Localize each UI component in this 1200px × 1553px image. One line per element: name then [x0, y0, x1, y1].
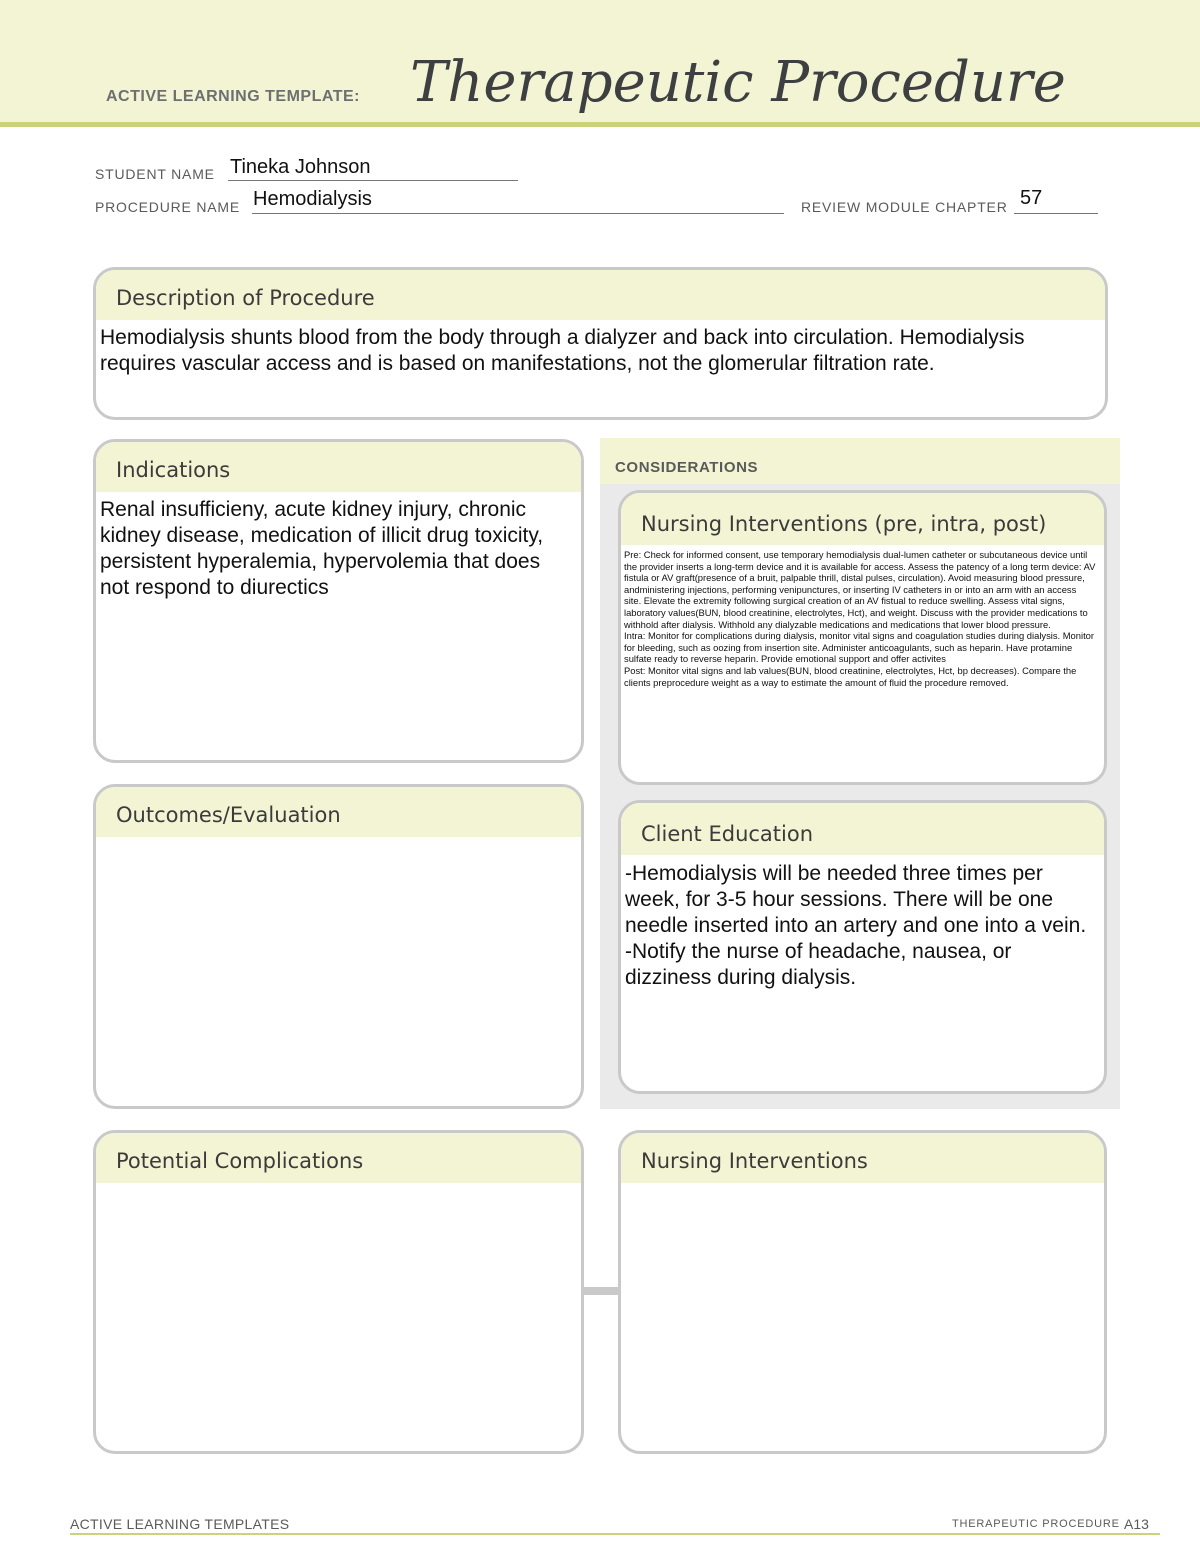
- indications-heading: Indications: [96, 442, 581, 492]
- complications-heading: Potential Complications: [96, 1133, 581, 1183]
- chapter-field[interactable]: 57: [1020, 187, 1043, 209]
- template-label: ACTIVE LEARNING TEMPLATE:: [106, 88, 360, 105]
- description-text[interactable]: Hemodialysis shunts blood from the body through a dialyzer and back into circulation. Hemodialysis requires vascular access and is based on manifestations, not the glomerular filtration rate.: [100, 326, 1025, 375]
- page-number: A13: [1124, 1516, 1149, 1532]
- complications-text-area[interactable]: [96, 1183, 581, 1449]
- procedure-name-label: PROCEDURE NAME: [95, 199, 240, 215]
- indications-box: [93, 439, 584, 763]
- page-title: Therapeutic Procedure: [410, 50, 1066, 115]
- student-name-field[interactable]: Tineka Johnson: [230, 156, 371, 178]
- description-box: [93, 267, 1108, 420]
- outcomes-heading: Outcomes/Evaluation: [96, 787, 581, 837]
- nursing-interventions-heading: Nursing Interventions: [621, 1133, 1104, 1183]
- nursing-pre-intra-post-box: [618, 490, 1107, 785]
- nursing-pre-intra-post-heading: Nursing Interventions (pre, intra, post): [621, 493, 1104, 545]
- nursing-interventions-text-area[interactable]: [621, 1183, 1104, 1449]
- nursing-post-text[interactable]: Post: Monitor vital signs and lab values(BUN, blood creatinine, electrolytes, Hct, bp decreases). Compare the clients preprocedure weight as a way to estimate the amount of fluid the procedure removed.: [624, 664, 1077, 688]
- student-name-label: STUDENT NAME: [95, 166, 215, 182]
- nursing-interventions-box: [618, 1130, 1107, 1454]
- considerations-label: CONSIDERATIONS: [615, 459, 759, 476]
- nursing-pre-text[interactable]: Pre: Check for informed consent, use temporary hemodialysis dual-lumen catheter or subcutaneous device until the provider inserts a long-term device and it is available for access. Assess the patency of a long term device: AV fistula or AV graft(presence of a bruit, palpable thrill, distal pulses, circulation). Avoid measuring blood pressure, andministering injections, performing venipunctures, or inserting IV catheters in or into an arm with an access site. Elevate the extremity following surgical creation of an AV fistual to reduce swelling. Assess vital signs, laboratory values(BUN, blood creatinine, electrolytes, Hct), and weight. Discuss with the provider medications to withhold after dialysis. Withhold any dialyzable medications and medications that lower blood pressure.: [624, 549, 1096, 630]
- indications-text[interactable]: Renal insufficieny, acute kidney injury, chronic kidney disease, medication of illicit drug toxicity, persistent hyperalemia, hypervolemia that does not respond to diurectics: [100, 498, 544, 599]
- outcomes-box: [93, 784, 584, 1109]
- chapter-underline: [1014, 213, 1098, 214]
- procedure-name-field[interactable]: Hemodialysis: [253, 188, 372, 210]
- procedure-name-underline: [252, 213, 784, 214]
- client-education-box: [618, 800, 1107, 1094]
- client-education-heading: Client Education: [621, 803, 1104, 855]
- header-rule: [0, 122, 1200, 127]
- footer-right-label: THERAPEUTIC PROCEDURE: [952, 1518, 1120, 1530]
- nursing-intra-text[interactable]: Intra: Monitor for complications during dialysis, monitor vital signs and coagulation studies during dialysis. Monitor for bleeding, such as oozing from insertion site. Administer anticoagulants, such as heparin. Have protamine sulfate ready to reverse heparin. Provide emotional support and offer activites: [624, 630, 1095, 665]
- client-education-line-2[interactable]: -Notify the nurse of headache, nausea, or dizziness during dialysis.: [625, 940, 1012, 989]
- footer-left-label: ACTIVE LEARNING TEMPLATES: [70, 1516, 290, 1532]
- client-education-line-1[interactable]: -Hemodialysis will be needed three times per week, for 3-5 hour sessions. There will be one needle inserted into an artery and one into a vein.: [625, 862, 1087, 937]
- student-name-underline: [228, 180, 518, 181]
- description-heading: Description of Procedure: [96, 270, 1105, 320]
- chapter-label: REVIEW MODULE CHAPTER: [801, 199, 1008, 215]
- box-connector: [583, 1287, 619, 1295]
- footer-rule: [70, 1533, 1160, 1535]
- outcomes-text-area[interactable]: [96, 837, 581, 1103]
- complications-box: [93, 1130, 584, 1454]
